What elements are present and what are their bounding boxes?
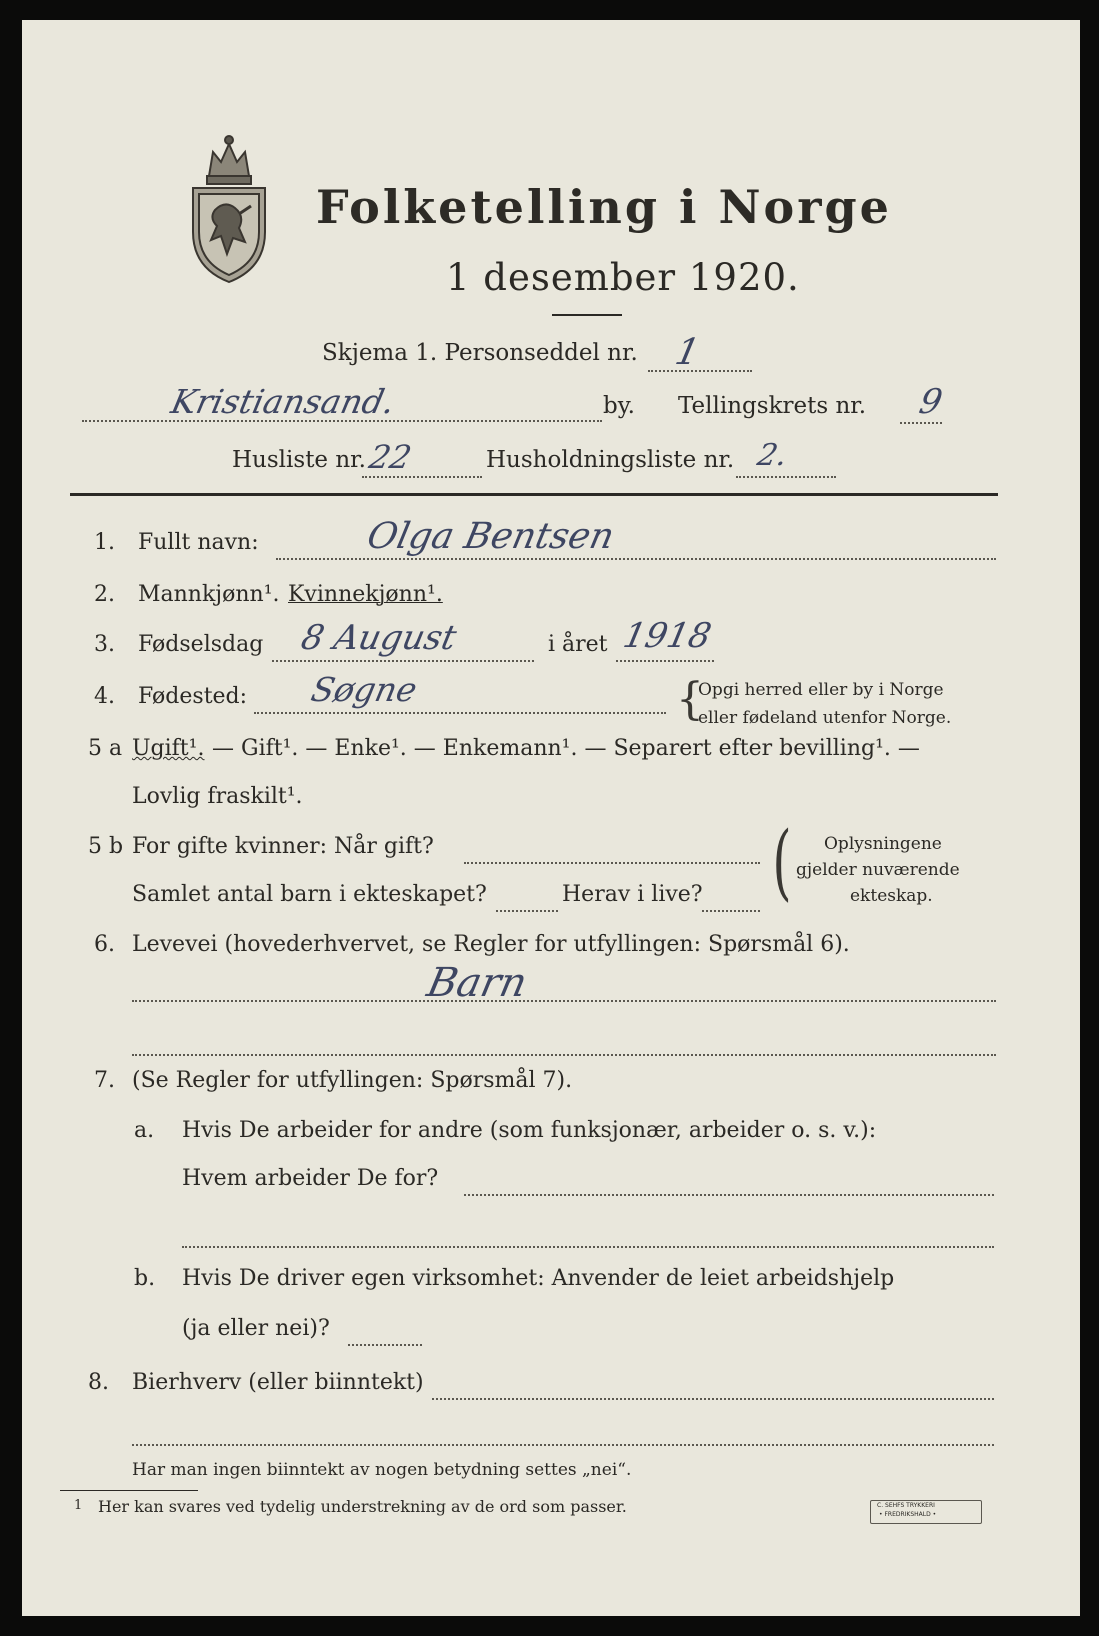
footnote-separator bbox=[60, 1490, 198, 1491]
q3-number: 3. bbox=[94, 632, 115, 657]
q5b-number: 5 b bbox=[88, 834, 124, 859]
coat-of-arms-icon bbox=[187, 132, 271, 284]
printer-stamp-line2: • FREDRIKSHALD • bbox=[879, 1511, 937, 1518]
husholdningsliste-label: Husholdningsliste nr. bbox=[486, 447, 735, 473]
husliste-nr-value[interactable]: 22 bbox=[365, 438, 415, 476]
husholdningsliste-nr-value[interactable]: 2. bbox=[754, 438, 791, 473]
q7b-letter: b. bbox=[134, 1266, 156, 1291]
q8-field-line-2 bbox=[132, 1444, 994, 1446]
tellingskrets-nr-value[interactable]: 9 bbox=[915, 382, 946, 422]
birthplace-value[interactable]: Søgne bbox=[307, 670, 421, 709]
q7b-hired-help-label: (ja eller nei)? bbox=[182, 1316, 330, 1341]
q5b-note-line1: Oplysningene bbox=[824, 834, 942, 854]
q8-label: Bierhverv (eller biinntekt) bbox=[132, 1370, 424, 1395]
q7a-letter: a. bbox=[134, 1118, 155, 1143]
city-value[interactable]: Kristiansand. bbox=[167, 382, 399, 421]
q4-note-brace: { bbox=[676, 674, 704, 725]
birth-date-value[interactable]: 8 August bbox=[297, 618, 460, 658]
q4-field-line bbox=[254, 712, 666, 714]
husliste-field-line bbox=[362, 476, 482, 478]
personseddel-label: Skjema 1. Personseddel nr. bbox=[322, 340, 638, 366]
q3-label: Fødselsdag bbox=[138, 632, 264, 657]
footnote-text: Her kan svares ved tydelig understrekning av de ord som passer. bbox=[98, 1497, 627, 1516]
q8-note: Har man ingen biinntekt av nogen betydning settes „nei“. bbox=[132, 1460, 632, 1480]
q8-number: 8. bbox=[88, 1370, 109, 1395]
q5b-alive-field-line bbox=[702, 910, 760, 912]
q5a-number: 5 a bbox=[88, 736, 123, 761]
full-name-value[interactable]: Olga Bentsen bbox=[363, 516, 618, 557]
form-date: 1 desember 1920. bbox=[446, 256, 800, 299]
q4-number: 4. bbox=[94, 684, 115, 709]
title-separator bbox=[552, 314, 622, 316]
q5b-married-label: For gifte kvinner: Når gift? bbox=[132, 834, 434, 859]
q5b-note-line2: gjelder nuværende bbox=[796, 860, 960, 880]
header-divider bbox=[70, 493, 998, 496]
q7b-label: Hvis De driver egen virksomhet: Anvender de leiet arbeidshjelp bbox=[182, 1266, 895, 1291]
q6-field-line-1 bbox=[132, 1000, 996, 1002]
personseddel-field-line bbox=[648, 370, 752, 372]
q5b-alive-label: Herav i live? bbox=[562, 882, 703, 907]
q3-year-label: i året bbox=[548, 632, 608, 657]
printer-stamp bbox=[870, 1500, 982, 1524]
q8-field-line-1 bbox=[432, 1398, 994, 1400]
footnote-mark: 1 bbox=[74, 1498, 83, 1513]
q7b-hired-help-field-line bbox=[348, 1344, 422, 1346]
q4-note-line2: eller fødeland utenfor Norge. bbox=[698, 708, 952, 728]
q2-number: 2. bbox=[94, 582, 115, 607]
form-title: Folketelling i Norge bbox=[316, 180, 892, 234]
q7a-label: Hvis De arbeider for andre (som funksjonær, arbeider o. s. v.): bbox=[182, 1118, 877, 1143]
husholdningsliste-field-line bbox=[736, 476, 836, 478]
birth-year-value[interactable]: 1918 bbox=[619, 616, 715, 656]
q3-year-field-line bbox=[616, 660, 714, 662]
personseddel-nr-value[interactable]: 1 bbox=[671, 332, 704, 373]
by-label: by. bbox=[603, 393, 635, 419]
q7-label: (Se Regler for utfyllingen: Spørsmål 7). bbox=[132, 1068, 573, 1093]
q5b-children-field-line bbox=[496, 910, 558, 912]
printer-stamp-line1: C. SEHFS TRYKKERI bbox=[877, 1502, 935, 1509]
q6-label: Levevei (hovederhvervet, se Regler for utfyllingen: Spørsmål 6). bbox=[132, 932, 850, 957]
marital-fraskilt-option[interactable]: Lovlig fraskilt¹. bbox=[132, 784, 303, 809]
census-form-sheet bbox=[22, 20, 1080, 1616]
q3-field-line bbox=[272, 660, 534, 662]
q7-number: 7. bbox=[94, 1068, 115, 1093]
q5b-note-brace: ( bbox=[772, 815, 792, 910]
q7a-employer-field-line-1 bbox=[464, 1194, 994, 1196]
q1-label: Fullt navn: bbox=[138, 530, 259, 555]
q4-label: Fødested: bbox=[138, 684, 248, 709]
q7a-employer-field-line-2 bbox=[182, 1246, 994, 1248]
q5b-children-label: Samlet antal barn i ekteskapet? bbox=[132, 882, 487, 907]
q7a-employer-label: Hvem arbeider De for? bbox=[182, 1166, 439, 1191]
q5b-married-field-line bbox=[464, 862, 760, 864]
q6-field-line-2 bbox=[132, 1054, 996, 1056]
tellingskrets-label: Tellingskrets nr. bbox=[678, 393, 867, 419]
q6-number: 6. bbox=[94, 932, 115, 957]
q5b-note-line3: ekteskap. bbox=[850, 886, 933, 906]
gender-female-option[interactable]: Kvinnekjønn¹. bbox=[288, 582, 443, 607]
occupation-value[interactable]: Barn bbox=[423, 960, 532, 1006]
q1-field-line bbox=[276, 558, 996, 560]
q4-note-line1: Opgi herred eller by i Norge bbox=[698, 680, 944, 700]
marital-other-options[interactable]: — Gift¹. — Enke¹. — Enkemann¹. — Separert efter bevilling¹. — bbox=[212, 736, 920, 761]
husliste-label: Husliste nr. bbox=[232, 447, 366, 473]
q1-number: 1. bbox=[94, 530, 115, 555]
gender-male-option[interactable]: Mannkjønn¹. bbox=[138, 582, 280, 607]
marital-ugift-option[interactable]: Ugift¹. bbox=[132, 736, 205, 761]
tellingskrets-field-line bbox=[900, 422, 942, 424]
